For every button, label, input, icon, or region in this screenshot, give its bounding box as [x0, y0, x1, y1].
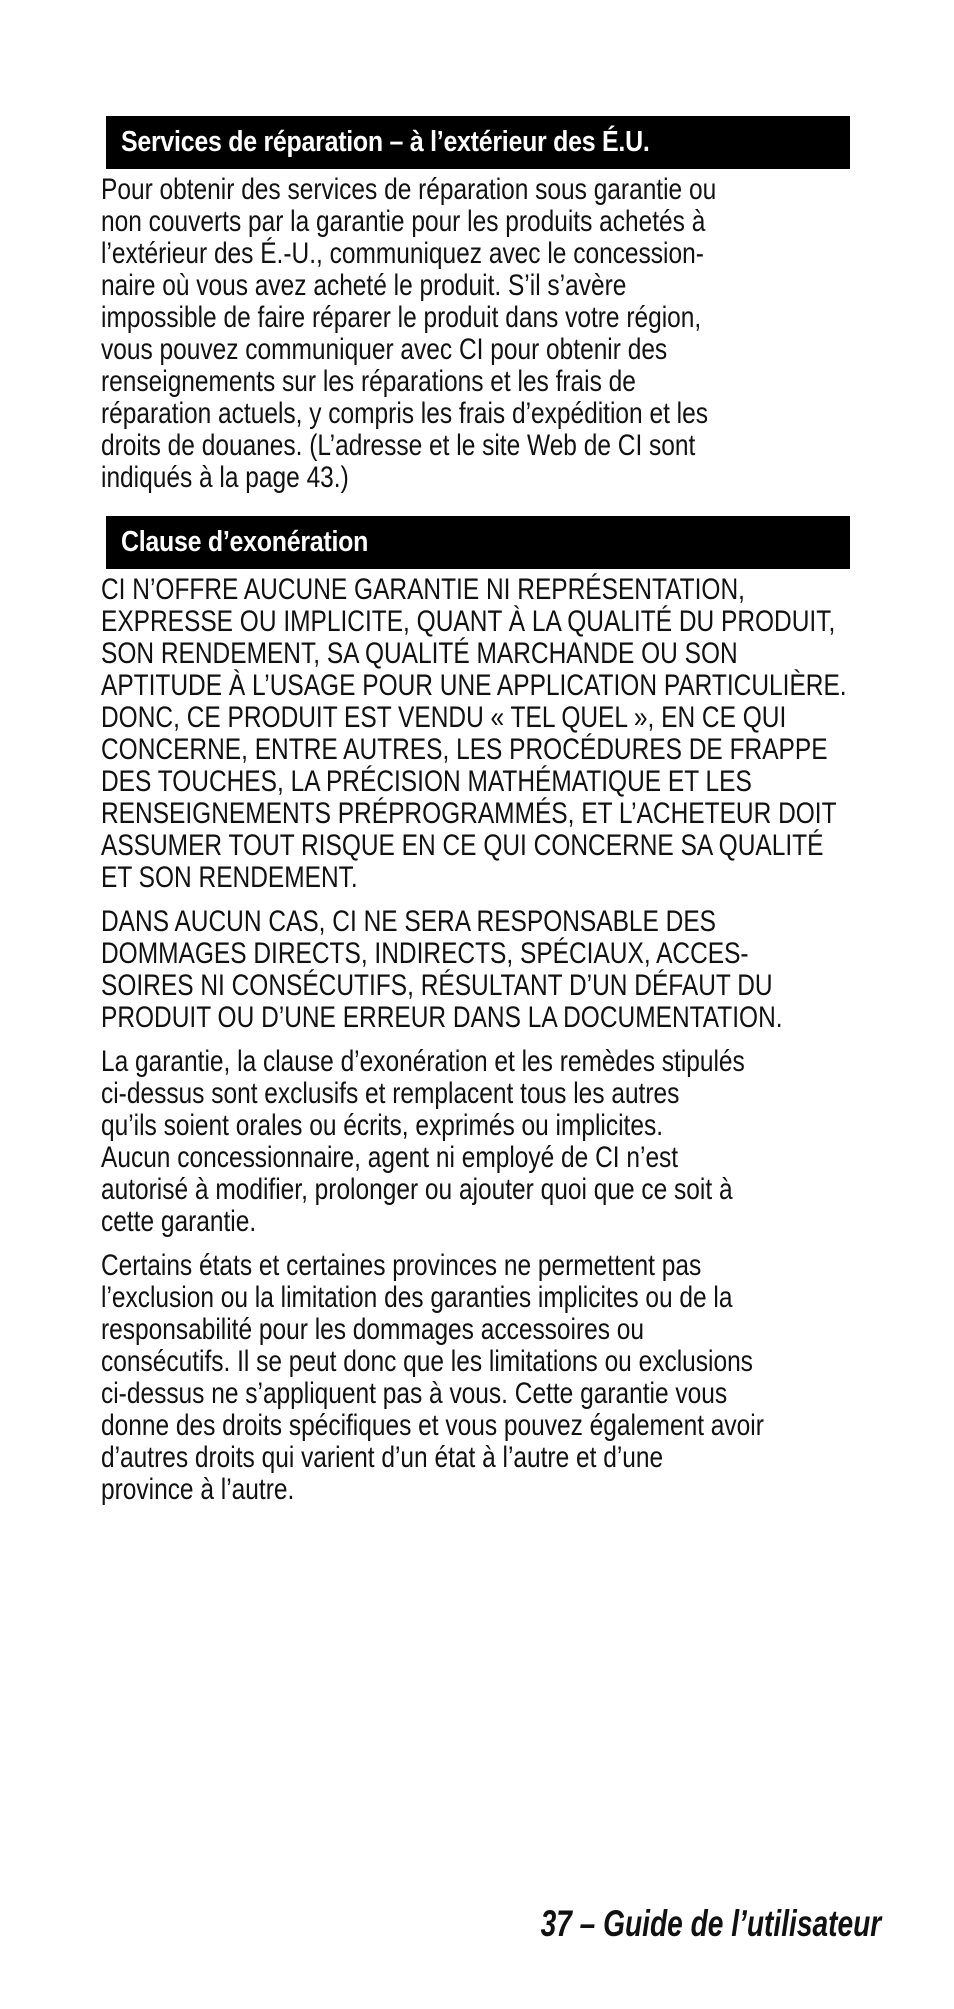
disclaimer-paragraph-exclusive: La garantie, la clause d’exonération et les remèdes stipulés ci-dessus sont exclusifs et remplacent tous les autres qu’ils soient orales ou écrits, exprimés ou implicites. Aucun concessionnaire, agent ni employé de CI n’est autorisé à modifier, prolonger ou ajouter quoi que ce soit à cette garantie.	[101, 1045, 745, 1238]
section-title-disclaimer: Clause d’exonération	[121, 526, 369, 558]
section-title-repair-services: Services de réparation – à l’extérieur des É.U.	[121, 126, 650, 158]
page-footer: 37 – Guide de l’utilisateur	[540, 1903, 881, 1944]
section-header-repair-services	[106, 116, 850, 169]
disclaimer-paragraph-liability: DANS AUCUN CAS, CI NE SERA RESPONSABLE DES DOMMAGES DIRECTS, INDIRECTS, SPÉCIAUX, ACCES- SOIRES NI CONSÉCUTIFS, RÉSULTANT D’UN DÉFAUT DU PRODUIT OU D’UNE ERREUR DANS LA DOCUMENTATION.	[101, 905, 783, 1034]
disclaimer-paragraph-jurisdictions: Certains états et certaines provinces ne permettent pas l’exclusion ou la limitation des garanties implicites ou de la responsabilité pour les dommages accessoires ou consécutifs. Il se peut donc que les limitations ou exclusions ci-dessus ne s’appliquent pas à vous. Cette garantie vous donne des droits spécifiques et vous pouvez également avoir d’autres droits qui varient d’un état à l’autre et d’une province à l’autre.	[101, 1249, 764, 1506]
page-content	[101, 116, 881, 1506]
repair-services-paragraph: Pour obtenir des services de réparation sous garantie ou non couverts par la garantie pour les produits achetés à l’extérieur des É.-U., communiquez avec le concession- naire où vous avez acheté le produit. S’il s’avère impossible de faire réparer le produit dans votre région, vous pouvez communiquer avec CI pour obtenir des renseignements sur les réparations et les frais de réparation actuels, y compris les frais d’expédition et les droits de douanes. (L’adresse et le site Web de CI sont indiqués à la page 43.)	[101, 173, 717, 494]
section-header-disclaimer	[106, 516, 850, 569]
disclaimer-paragraph-warranty: CI N’OFFRE AUCUNE GARANTIE NI REPRÉSENTATION, EXPRESSE OU IMPLICITE, QUANT À LA QUALITÉ DU PRODUIT, SON RENDEMENT, SA QUALITÉ MARCHANDE OU SON APTITUDE À L’USAGE POUR UNE APPLICATION PARTICULIÈRE. DONC, CE PRODUIT EST VENDU « TEL QUEL », EN CE QUI CONCERNE, ENTRE AUTRES, LES PROCÉDURES DE FRAPPE DES TOUCHES, LA PRÉCISION MATHÉMATIQUE ET LES RENSEIGNEMENTS PRÉPROGRAMMÉS, ET L’ACHETEUR DOIT ASSUMER TOUT RISQUE EN CE QUI CONCERNE SA QUALITÉ ET SON RENDEMENT.	[101, 573, 847, 894]
